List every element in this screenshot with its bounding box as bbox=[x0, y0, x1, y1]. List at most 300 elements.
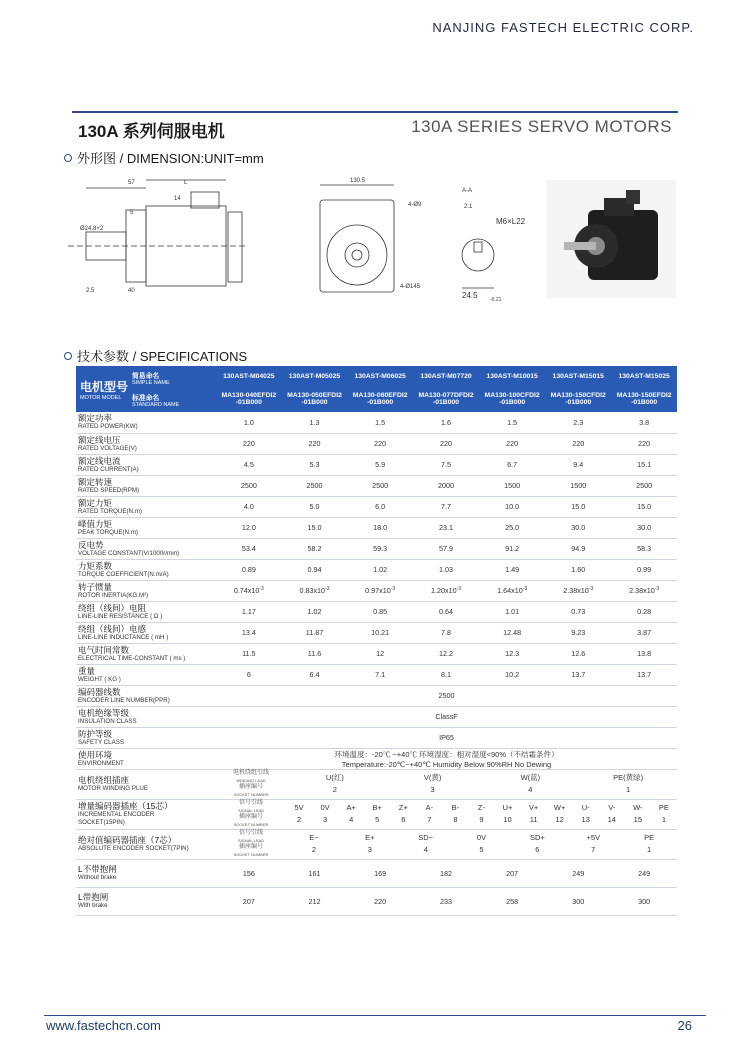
value: 0.83x10 bbox=[299, 586, 326, 595]
value-cell bbox=[545, 580, 611, 601]
value-cell bbox=[479, 664, 545, 685]
pin-signal: 5V bbox=[294, 803, 304, 812]
value: 5.3 bbox=[309, 460, 320, 469]
value: 1.0 bbox=[243, 417, 254, 427]
pin bbox=[342, 832, 398, 856]
value-cell: 249 bbox=[545, 859, 611, 887]
simple-name-cn: 简易命名 bbox=[132, 373, 160, 380]
pin bbox=[468, 802, 494, 826]
standard-name-line2: -01B000 bbox=[301, 399, 328, 406]
simple-name-en: SIMPLE NAME bbox=[132, 380, 170, 386]
table-row bbox=[76, 559, 677, 580]
pin-signal: E+ bbox=[365, 833, 375, 842]
value: 6 bbox=[246, 670, 251, 679]
value-cell bbox=[282, 454, 348, 475]
value-cell bbox=[479, 433, 545, 454]
spec-table bbox=[76, 366, 677, 916]
standard-name-cell bbox=[479, 386, 545, 412]
row-label-en: RATED TORQUE(N.m) bbox=[78, 507, 142, 515]
value-cell bbox=[545, 475, 611, 496]
value-cell bbox=[611, 517, 677, 538]
pin bbox=[509, 832, 565, 856]
value: 91.2 bbox=[505, 544, 520, 553]
value-cell: 258 bbox=[479, 887, 545, 915]
table-row bbox=[76, 412, 677, 433]
standard-name-cell bbox=[413, 386, 479, 412]
value: 1.02 bbox=[373, 565, 388, 574]
value-cell bbox=[413, 664, 479, 685]
pin bbox=[565, 832, 621, 856]
value: 58.2 bbox=[307, 544, 322, 553]
value: 6.7 bbox=[507, 460, 518, 469]
pin-signal: SD− bbox=[418, 833, 434, 842]
row-label bbox=[76, 538, 216, 559]
value-cell bbox=[282, 517, 348, 538]
standard-name-line1: MA130-150CFDI2 bbox=[550, 392, 606, 399]
value: 1.6 bbox=[441, 417, 452, 427]
value: 25.0 bbox=[505, 523, 520, 532]
dim-phi9: 4-Ø9 bbox=[408, 202, 422, 208]
value: 220 bbox=[440, 439, 453, 448]
value: 0.99 bbox=[637, 565, 652, 574]
standard-name-line1: MA130-040EFDI2 bbox=[221, 392, 277, 399]
table-row bbox=[76, 433, 677, 454]
value-cell bbox=[545, 433, 611, 454]
row-label bbox=[76, 859, 216, 887]
simple-name-cell: 130AST-M15025 bbox=[611, 366, 677, 386]
value: 220 bbox=[572, 439, 585, 448]
row-label bbox=[76, 517, 216, 538]
value: 2.38x10 bbox=[629, 586, 655, 595]
value: 1.03 bbox=[439, 565, 454, 574]
pin bbox=[521, 802, 547, 826]
pin-signal: U- bbox=[581, 803, 590, 812]
pin-number: 3 bbox=[367, 845, 372, 854]
value: 220 bbox=[308, 439, 321, 448]
value: 7.1 bbox=[375, 670, 386, 679]
value: 3.8 bbox=[639, 417, 650, 427]
row-label-cn: 额定力矩 bbox=[78, 497, 113, 508]
value-cell bbox=[216, 517, 282, 538]
row-label bbox=[76, 622, 216, 643]
value: 0.64 bbox=[439, 607, 454, 616]
value: 12 bbox=[376, 649, 385, 658]
value: 9.23 bbox=[571, 628, 586, 637]
signal-label-cn: 信号引线 bbox=[238, 800, 263, 806]
table-row bbox=[76, 706, 677, 727]
socket-label-en: SOCKET NUMBER bbox=[233, 852, 269, 857]
standard-name-line2: -01B000 bbox=[432, 399, 460, 406]
standard-name-line1: MA130-077DFDI2 bbox=[418, 392, 474, 399]
footer-url[interactable]: www.fastechcn.com bbox=[46, 1018, 161, 1033]
pin bbox=[454, 832, 510, 856]
pin bbox=[547, 802, 573, 826]
row-label-cn: 反电势 bbox=[78, 539, 104, 550]
value: 220 bbox=[638, 439, 651, 448]
row-label-en: INSULATION CLASS bbox=[78, 717, 137, 725]
row-label bbox=[76, 887, 216, 915]
row-label-cn: 峰值力矩 bbox=[78, 518, 113, 529]
standard-name-line1: MA130-050EFDI2 bbox=[287, 392, 342, 399]
value: 5.0 bbox=[309, 502, 320, 511]
pin-signal: U(红) bbox=[325, 773, 344, 782]
value: 6.4 bbox=[309, 670, 320, 679]
value: 0.97x10 bbox=[365, 586, 391, 595]
simple-name-cell: 130AST-M15015 bbox=[545, 366, 611, 386]
pin-signal: 0V bbox=[476, 833, 487, 842]
row-label-en: ABSOLUTE ENCODER SOCKET(7PIN) bbox=[78, 845, 189, 852]
value: 0.89 bbox=[241, 565, 256, 574]
connector-cell bbox=[216, 769, 677, 799]
pin-number: 14 bbox=[607, 815, 616, 824]
environment-cn: 环境温度：-20℃ ~+40℃ 环境湿度：相对湿度<90%（不结霜条件） bbox=[334, 749, 559, 759]
pin-signal: SD+ bbox=[529, 833, 545, 842]
standard-name-line2: -01B000 bbox=[631, 399, 658, 406]
signal-label-en: SIGNAL LEAD bbox=[237, 808, 265, 813]
value-cell bbox=[282, 538, 348, 559]
value: 1500 bbox=[570, 481, 587, 490]
value-cell bbox=[347, 601, 413, 622]
section-dimension bbox=[64, 148, 264, 167]
row-label-en: RATED VOLTAGE(V) bbox=[78, 444, 137, 452]
value-cell bbox=[282, 475, 348, 496]
value-cell bbox=[545, 559, 611, 580]
pin bbox=[286, 802, 312, 826]
pin-number: 7 bbox=[427, 815, 432, 824]
exponent: -3 bbox=[259, 586, 264, 592]
pin-number: 5 bbox=[375, 815, 380, 824]
row-label bbox=[76, 685, 216, 706]
standard-name-line2: -01B000 bbox=[367, 399, 394, 406]
pin-number: 4 bbox=[528, 785, 533, 794]
value: 1.60 bbox=[571, 565, 586, 574]
pin-number: 12 bbox=[555, 815, 564, 824]
value-cell bbox=[282, 664, 348, 685]
value-cell bbox=[282, 496, 348, 517]
value-cell: 300 bbox=[611, 887, 677, 915]
row-label-cn: 转子惯量 bbox=[78, 581, 113, 592]
pin-number: 2 bbox=[296, 815, 302, 824]
row-label-en: LINE-LINE RESISTANCE ( Ω ) bbox=[78, 612, 163, 620]
row-label bbox=[76, 643, 216, 664]
environment-cell bbox=[216, 748, 677, 769]
value-cell: 182 bbox=[413, 859, 479, 887]
value-cell bbox=[479, 475, 545, 496]
value-cell bbox=[216, 475, 282, 496]
value: 7.7 bbox=[441, 502, 452, 511]
value-cell bbox=[347, 412, 413, 433]
value-cell: 249 bbox=[611, 859, 677, 887]
pin bbox=[286, 772, 384, 796]
value-cell bbox=[282, 601, 348, 622]
section-specs-label: 技术参数 / SPECIFICATIONS bbox=[77, 349, 248, 364]
value-cell bbox=[216, 433, 282, 454]
standard-name-cell bbox=[545, 386, 611, 412]
value-cell: 161 bbox=[282, 859, 348, 887]
pin-number: 15 bbox=[633, 815, 643, 824]
row-label-cn: 额定线电压 bbox=[78, 434, 121, 445]
row-label-cn: 增量编码器插座（15芯） bbox=[78, 801, 173, 811]
row-label-cn: 防护等级 bbox=[78, 728, 113, 739]
value: 2500 bbox=[306, 481, 323, 490]
table-row bbox=[76, 685, 677, 706]
value: 10.21 bbox=[371, 628, 390, 637]
pin bbox=[338, 802, 364, 826]
dim-14: 14 bbox=[174, 196, 181, 202]
value: 9.4 bbox=[573, 460, 584, 469]
pin-number: 4 bbox=[349, 815, 354, 824]
value-cell bbox=[611, 475, 677, 496]
row-label-cn: 重量 bbox=[78, 665, 96, 676]
value-cell bbox=[216, 538, 282, 559]
pin-number: 1 bbox=[647, 845, 652, 854]
value-cell bbox=[347, 559, 413, 580]
row-label-cn: 电气时间常数 bbox=[78, 644, 130, 655]
std-name-en: STANDARD NAME bbox=[132, 402, 180, 408]
value-cell bbox=[216, 559, 282, 580]
row-label-cn: 电机绕组插座 bbox=[78, 775, 130, 785]
table-row bbox=[76, 748, 677, 769]
value: 1.5 bbox=[375, 417, 386, 427]
value-cell bbox=[282, 643, 348, 664]
table-row bbox=[76, 727, 677, 748]
value: 15.0 bbox=[571, 502, 586, 511]
table-row bbox=[76, 829, 677, 859]
value: 10.0 bbox=[505, 502, 520, 511]
row-label bbox=[76, 496, 216, 517]
row-label bbox=[76, 664, 216, 685]
section-specs bbox=[64, 346, 247, 365]
row-label-en: ENCODER LINE NUMBER(PPR) bbox=[78, 696, 170, 704]
pin bbox=[312, 802, 338, 826]
value: 10.2 bbox=[505, 670, 520, 679]
value: 220 bbox=[242, 439, 255, 448]
row-label-en: PEAK TORQUE(N.m) bbox=[78, 528, 138, 536]
table-row bbox=[76, 799, 677, 829]
pin bbox=[398, 832, 454, 856]
row-label-en: ROTOR INERTIA(KG.M²) bbox=[78, 591, 149, 599]
row-label-en: With brake bbox=[78, 902, 108, 909]
pin bbox=[573, 802, 599, 826]
row-label bbox=[76, 727, 216, 748]
connector-label bbox=[216, 770, 286, 798]
value: 11.6 bbox=[307, 649, 322, 658]
row-label-cn: 额定功率 bbox=[78, 413, 113, 424]
environment-en: Temperature:-20℃~+40℃ Humidity Below 90%RH No Dewing bbox=[341, 759, 552, 769]
pin-number: 10 bbox=[503, 815, 512, 824]
socket-label-cn: 插座编号 bbox=[238, 814, 263, 820]
pin-number: 7 bbox=[591, 845, 596, 854]
value-cell bbox=[611, 622, 677, 643]
value: 57.9 bbox=[439, 544, 454, 553]
standard-name-line2: -01B000 bbox=[499, 399, 526, 406]
pin-signal: PE bbox=[644, 833, 655, 842]
motor-photo bbox=[546, 180, 676, 298]
value-cell bbox=[479, 622, 545, 643]
exponent: -3 bbox=[588, 586, 594, 592]
row-label-en: WEIGHT ( KG ) bbox=[78, 675, 121, 683]
value-cell bbox=[611, 538, 677, 559]
dim-tolerance: -0.21 bbox=[490, 297, 502, 303]
value: 0.73 bbox=[571, 607, 586, 616]
value-cell bbox=[216, 622, 282, 643]
value: 12.3 bbox=[505, 649, 520, 658]
value: 1.17 bbox=[241, 607, 256, 616]
row-label-en: RATED POWER(KW) bbox=[78, 423, 138, 431]
value-cell: 300 bbox=[545, 887, 611, 915]
value-cell bbox=[611, 664, 677, 685]
value-cell bbox=[216, 454, 282, 475]
value: 2500 bbox=[240, 481, 257, 490]
page-number: 26 bbox=[677, 1018, 692, 1033]
pin-number: 3 bbox=[430, 785, 435, 794]
value-cell: ClassF bbox=[216, 706, 677, 727]
value: 1.20x10 bbox=[431, 586, 457, 595]
pin-number: 2 bbox=[332, 785, 337, 794]
value-cell bbox=[413, 643, 479, 664]
value-cell bbox=[479, 412, 545, 433]
value: 0.74x10 bbox=[233, 586, 260, 595]
value-cell bbox=[347, 664, 413, 685]
standard-name-cell bbox=[216, 386, 282, 412]
value-cell: 220 bbox=[347, 887, 413, 915]
model-label-cn: 电机型号 bbox=[80, 379, 129, 394]
value-cell bbox=[479, 496, 545, 517]
value: 2.3 bbox=[573, 417, 584, 427]
std-name-cn: 标准命名 bbox=[132, 395, 160, 402]
pin-signal: Z+ bbox=[398, 803, 408, 812]
row-label-cn: 绕组（线间）电感 bbox=[78, 623, 147, 634]
pin-signal: A+ bbox=[346, 803, 356, 812]
bullet-icon bbox=[64, 352, 72, 360]
standard-name-cell bbox=[282, 386, 348, 412]
value: 220 bbox=[374, 439, 387, 448]
table-row bbox=[76, 859, 677, 887]
row-label-cn: 电机绝缘等级 bbox=[78, 707, 130, 718]
exponent: -3 bbox=[456, 586, 462, 592]
exponent: -3 bbox=[325, 586, 330, 592]
row-label bbox=[76, 799, 216, 829]
value-cell: 2500 bbox=[216, 685, 677, 706]
row-label bbox=[76, 454, 216, 475]
value: 12.48 bbox=[503, 628, 522, 637]
row-label bbox=[76, 475, 216, 496]
value-cell bbox=[282, 412, 348, 433]
pin-signal: PE(黄绿) bbox=[613, 773, 644, 782]
standard-name-cell bbox=[347, 386, 413, 412]
value-cell bbox=[216, 643, 282, 664]
signal-label-en: WINDING LEAD bbox=[236, 778, 266, 783]
pin-number: 4 bbox=[423, 845, 428, 854]
value: 0.94 bbox=[307, 565, 322, 574]
value-cell bbox=[545, 643, 611, 664]
connector-cell bbox=[216, 829, 677, 859]
bullet-icon bbox=[64, 154, 72, 162]
value: 11.87 bbox=[305, 628, 324, 637]
pin bbox=[384, 772, 482, 796]
dimension-drawing bbox=[66, 170, 546, 310]
pin-number: 1 bbox=[626, 785, 631, 794]
value: 2500 bbox=[636, 481, 653, 490]
value: 15.1 bbox=[637, 460, 652, 469]
value-cell bbox=[347, 643, 413, 664]
value: 7.5 bbox=[441, 460, 452, 469]
section-dimension-label: 外形图 / DIMENSION:UNIT=mm bbox=[77, 151, 264, 166]
simple-name-cell: 130AST-M07720 bbox=[413, 366, 479, 386]
value: 2000 bbox=[438, 481, 455, 490]
row-label bbox=[76, 748, 216, 769]
table-row bbox=[76, 580, 677, 601]
pin-signal: U+ bbox=[502, 803, 513, 812]
value-cell bbox=[479, 517, 545, 538]
value: 4.5 bbox=[243, 460, 254, 469]
row-label bbox=[76, 706, 216, 727]
pin-signal: B- bbox=[451, 803, 460, 812]
standard-name-line1: MA130-150EFDI2 bbox=[616, 392, 672, 399]
row-label bbox=[76, 829, 216, 859]
pin bbox=[442, 802, 468, 826]
value-cell bbox=[611, 559, 677, 580]
pin bbox=[599, 802, 625, 826]
dim-24-5: 24.5 bbox=[462, 291, 478, 300]
connector-label bbox=[216, 830, 286, 858]
row-label bbox=[76, 412, 216, 433]
pin-number: 5 bbox=[479, 845, 484, 854]
value-cell bbox=[479, 454, 545, 475]
pin-signal: V+ bbox=[528, 803, 539, 812]
value-cell bbox=[347, 580, 413, 601]
row-label-en: TORQUE COEFFICIENT(N.m/A) bbox=[78, 570, 169, 578]
row-label-en: Without brake bbox=[78, 874, 117, 881]
row-label-en: SAFETY CLASS bbox=[78, 738, 124, 746]
value: 18.0 bbox=[373, 523, 388, 532]
value-cell bbox=[413, 475, 479, 496]
pin bbox=[482, 772, 580, 796]
pin-signal: E− bbox=[309, 833, 319, 842]
value: 59.3 bbox=[373, 544, 388, 553]
simple-name-cell: 130AST-M10015 bbox=[479, 366, 545, 386]
row-label bbox=[76, 580, 216, 601]
row-label-cn: 力矩系数 bbox=[78, 560, 113, 571]
value-cell bbox=[347, 517, 413, 538]
value-cell bbox=[216, 664, 282, 685]
row-label-cn: 额定线电流 bbox=[78, 455, 121, 466]
pin-number: 6 bbox=[535, 845, 540, 854]
row-label-en: INCREMENTAL ENCODER bbox=[78, 811, 155, 818]
pin-signal: V- bbox=[608, 803, 616, 812]
dim-aa: A-A bbox=[462, 188, 473, 194]
row-label-en: ENVIRONMENT bbox=[78, 759, 124, 767]
value: 4.0 bbox=[243, 502, 254, 511]
table-row bbox=[76, 454, 677, 475]
pin-signal: 0V bbox=[320, 803, 330, 812]
dim-L: L bbox=[184, 180, 188, 186]
value-cell bbox=[611, 433, 677, 454]
value: 1.5 bbox=[507, 417, 518, 427]
value: 3.87 bbox=[637, 628, 652, 637]
signal-label-en: SIGNAL LEAD bbox=[237, 838, 265, 843]
table-row bbox=[76, 496, 677, 517]
row-label-en: RATED CURRENT(A) bbox=[78, 465, 139, 473]
value: 7.8 bbox=[441, 628, 452, 637]
value-cell bbox=[282, 622, 348, 643]
pin-signal: Z- bbox=[477, 803, 486, 812]
value-cell bbox=[347, 475, 413, 496]
row-label-cn: 绝对值编码器插座（7芯） bbox=[78, 835, 177, 845]
socket-label-cn: 插座编号 bbox=[238, 784, 263, 790]
value-cell bbox=[216, 496, 282, 517]
table-row bbox=[76, 622, 677, 643]
